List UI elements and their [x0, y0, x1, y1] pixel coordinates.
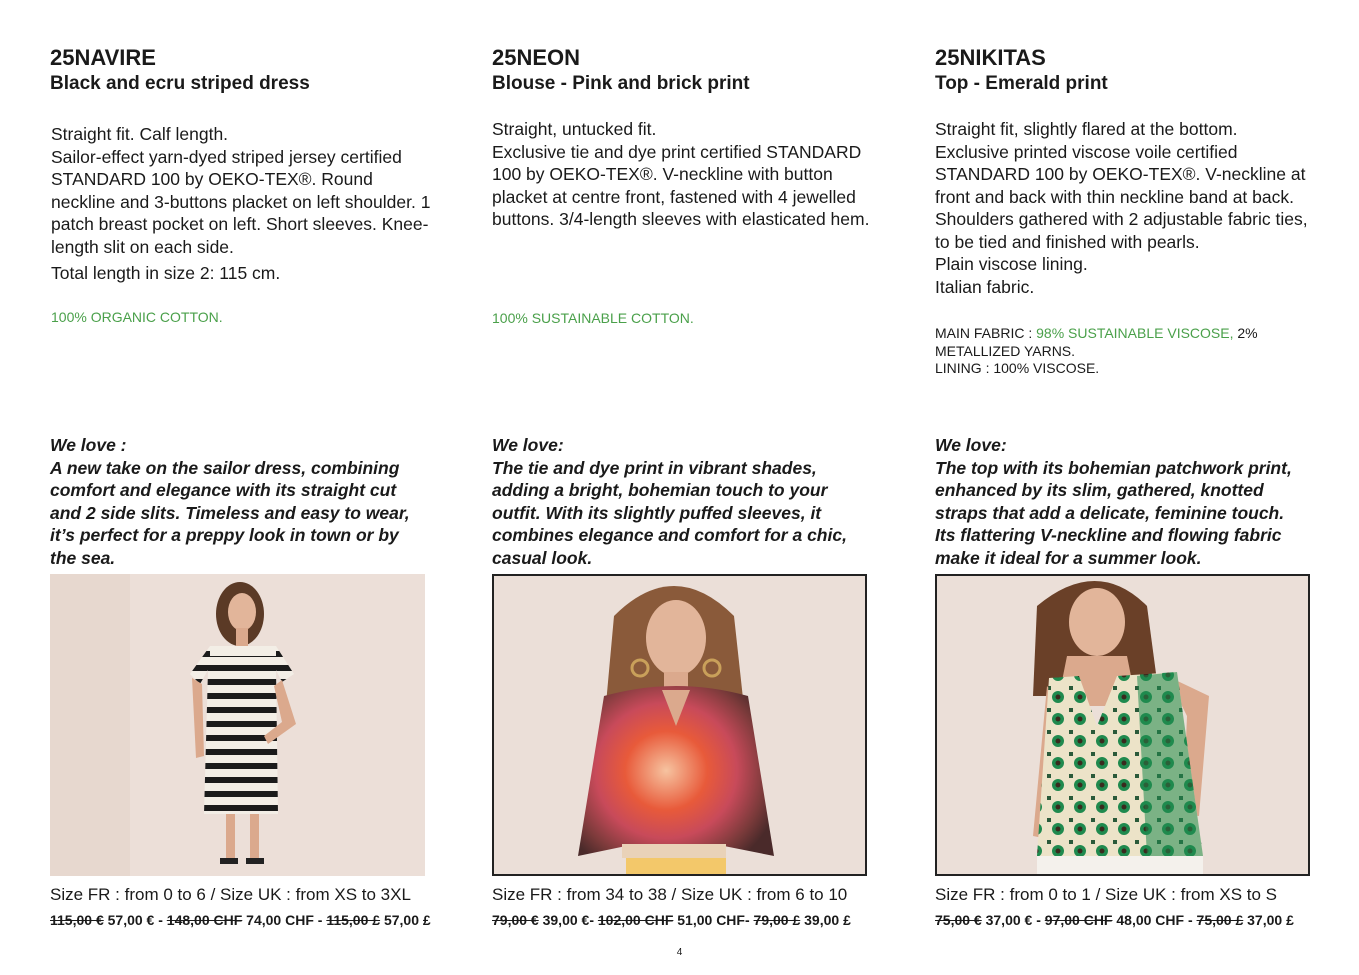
price-line [50, 910, 431, 930]
new-price-chf: 74,00 CHF [246, 912, 314, 928]
new-price-eur: 57,00 € [107, 912, 155, 928]
new-price-chf: 51,00 CHF [677, 912, 745, 928]
we-love-title: We love : [50, 435, 127, 455]
product-title: Top - Emerald print [935, 73, 1108, 94]
size-range: Size FR : from 34 to 38 / Size UK : from 6 to 10 [492, 885, 848, 904]
we-love-block [935, 434, 1305, 569]
old-price-eur: 79,00 € [492, 912, 539, 928]
product-description [935, 118, 1320, 298]
new-price-gbp: 57,00 £ [383, 912, 431, 928]
we-love-text: A new take on the sailor dress, combining comfort and elegance with its straight cut and 2 side slits. Timeless and easy to wear, it’s perfect for a preppy look in town or by the sea. [50, 457, 410, 568]
description-text: Straight fit. Calf length. Sailor-effect yarn-dyed striped jersey certified STANDARD 100 by OEKO-TEX®. Round neckline and 3-buttons placket on left shoulder. 1 patch breast pocket on left. Short sleeves. Knee-length slit on each side. [51, 124, 431, 257]
we-love-block [50, 434, 425, 569]
composition-sustainable: 98% SUSTAINABLE VISCOSE, [1036, 325, 1234, 341]
price-line [492, 910, 851, 930]
product-code: 25NIKITAS [935, 45, 1046, 70]
old-price-gbp: 115,00 £ [326, 912, 381, 928]
old-price-gbp: 79,00 £ [753, 912, 801, 928]
we-love-title: We love: [492, 435, 564, 455]
composition-main [935, 325, 1315, 360]
we-love-title: We love: [935, 435, 1007, 455]
product-card-neon [492, 0, 882, 975]
old-price-eur: 115,00 € [50, 912, 104, 928]
we-love-text: The top with its bohemian patchwork print, enhanced by its slim, gathered, knotted straps that add a delicate, feminine touch. Its flattering V-neckline and flowing fabric make it ideal for a summer look. [935, 457, 1292, 568]
composition: 100% ORGANIC COTTON. [51, 309, 223, 325]
product-title: Black and ecru striped dress [50, 73, 310, 94]
size-range: Size FR : from 0 to 1 / Size UK : from XS to S [935, 885, 1277, 904]
product-title: Blouse - Pink and brick print [492, 73, 750, 94]
new-price-gbp: 37,00 £ [1247, 912, 1294, 928]
product-code: 25NAVIRE [50, 45, 156, 70]
page-number: 4 [676, 947, 683, 958]
new-price-chf: 48,00 CHF [1116, 912, 1185, 928]
price-separator: - [589, 912, 598, 928]
product-code: 25NEON [492, 45, 581, 70]
price-separator: - [1032, 912, 1045, 928]
product-photo [935, 574, 1310, 876]
old-price-gbp: 75,00 £ [1196, 912, 1244, 928]
product-card-nikitas [935, 0, 1325, 975]
we-love-text: The tie and dye print in vibrant shades, adding a bright, bohemian touch to your outfit. With its slightly puffed sleeves, it combines elegance and comfort for a chic, casual look. [492, 457, 847, 568]
new-price-eur: 37,00 € [985, 912, 1033, 928]
product-description [51, 123, 436, 285]
price-line [935, 910, 1294, 930]
description-text: Straight, untucked fit. Exclusive tie and dye print certified STANDARD 100 by OEKO-TEX®. V-neckline with button placket at centre front, fastened with 4 jewelled buttons. 3/4-length sleeves with elasticated hem. [492, 119, 870, 229]
we-love-block [492, 434, 867, 569]
product-photo [50, 574, 425, 876]
new-price-gbp: 39,00 £ [804, 912, 851, 928]
price-separator: - [1184, 912, 1197, 928]
size-range: Size FR : from 0 to 6 / Size UK : from XS to 3XL [50, 885, 411, 904]
product-photo [492, 574, 867, 876]
price-separator: - [154, 912, 167, 928]
description-length: Total length in size 2: 115 cm. [51, 263, 281, 283]
composition-lining: LINING : 100% VISCOSE. [935, 360, 1100, 376]
price-separator: - [744, 912, 754, 928]
old-price-chf: 97,00 CHF [1044, 912, 1113, 928]
composition: 100% SUSTAINABLE COTTON. [492, 310, 694, 326]
product-card-navire [50, 0, 440, 975]
composition-rest: 2% METALLIZED YARNS. [935, 325, 1258, 359]
price-separator: - [313, 912, 327, 928]
product-description [492, 118, 877, 231]
old-price-chf: 102,00 CHF [597, 912, 674, 928]
composition [935, 325, 1315, 378]
composition-prefix: MAIN FABRIC : [935, 325, 1037, 341]
old-price-chf: 148,00 CHF [166, 912, 243, 928]
old-price-eur: 75,00 € [935, 912, 982, 928]
description-text: Straight fit, slightly flared at the bottom. Exclusive printed viscose voile certified STANDARD 100 by OEKO-TEX®. V-neckline at front and back with thin neckline band at back. Shoulders gathered with 2 adjustable fabric ties, to be tied and finished with pearls. Plain viscose lining. Italian fabric. [935, 119, 1308, 297]
new-price-eur: 39,00 € [542, 912, 590, 928]
